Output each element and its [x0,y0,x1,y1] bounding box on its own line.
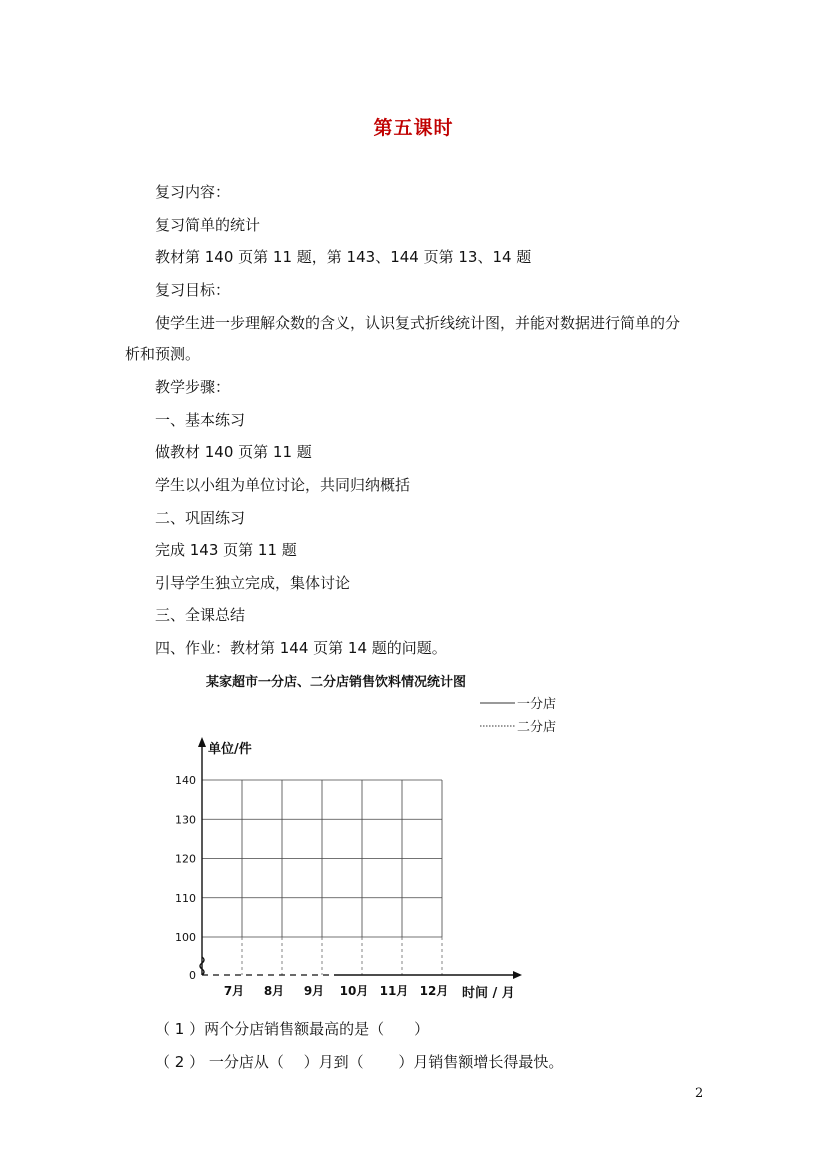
x-tick-label: 8月 [263,984,285,998]
x-axis-title: 时间 / 月 [462,986,515,1001]
step-2-task: 完成 143 页第 11 题 [155,541,297,559]
step-1-heading: 一、基本练习 [155,411,246,429]
step-4-homework: 四、作业：教材第 144 页第 14 题的问题。 [155,639,447,657]
y-tick-label: 110 [175,891,196,905]
x-tick-label: 7月 [223,984,245,998]
y-tick-label: 0 [189,969,196,982]
legend-label-store-1: 一分店 [517,697,557,712]
line-chart [150,665,590,1010]
step-1-activity: 学生以小组为单位讨论，共同归纳概括 [155,476,411,494]
question-1: （ 1 ）两个分店销售额最高的是（ ） [155,1020,430,1038]
x-axis-tick-labels [224,984,449,998]
goal-text-line-2: 析和预测。 [125,345,201,363]
chart-grid [202,780,442,975]
chart-axes [198,737,522,979]
y-axis-tick-labels [175,774,196,982]
x-tick-label: 10月 [339,984,369,998]
page-number: 2 [695,1086,704,1101]
step-2-heading: 二、巩固练习 [155,509,246,527]
y-axis-title: 单位/件 [208,742,252,757]
section-label-review-goal: 复习目标： [155,281,231,299]
goal-text-line-1: 使学生进一步理解众数的含义，认识复式折线统计图，并能对数据进行简单的分 [155,314,681,332]
legend-label-store-2: 二分店 [517,720,557,735]
y-axis-arrow [198,737,206,747]
chart-legend [480,696,556,735]
y-tick-label: 120 [175,852,196,866]
chart-title: 某家超市一分店、二分店销售饮料情况统计图 [206,675,467,690]
review-topic: 复习简单的统计 [155,216,261,234]
y-tick-label: 100 [175,931,196,944]
step-2-activity: 引导学生独立完成，集体讨论 [155,574,351,592]
section-label-review-content: 复习内容： [155,183,231,201]
y-tick-label: 140 [175,774,196,787]
y-tick-label: 130 [175,813,196,827]
step-1-task: 做教材 140 页第 11 题 [155,443,312,461]
x-tick-label: 11月 [379,984,409,998]
textbook-reference: 教材第 140 页第 11 题，第 143、144 页第 13、14 题 [155,248,532,266]
x-tick-label: 9月 [303,984,325,998]
x-tick-label: 12月 [419,984,449,998]
question-2: （ 2 ） 一分店从（ ）月到（ ）月销售额增长得最快。 [155,1053,564,1071]
x-axis-arrow [513,971,522,979]
section-label-steps: 教学步骤： [155,378,231,396]
page-title: 第五课时 [373,117,454,139]
step-3-heading: 三、全课总结 [155,606,246,624]
